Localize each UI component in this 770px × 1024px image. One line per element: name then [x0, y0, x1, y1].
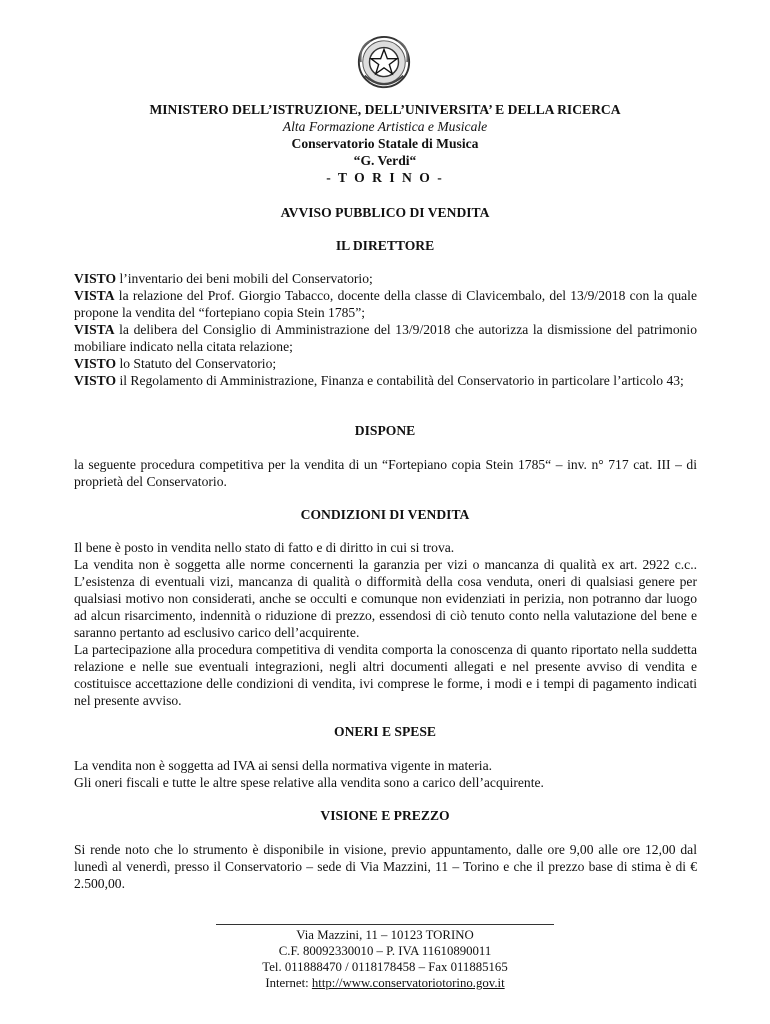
dispone-paragraph	[74, 456, 697, 490]
premise-keyword: VISTO	[74, 373, 117, 388]
oneri-paragraphs	[74, 757, 697, 791]
oneri-text: La vendita non è soggetta ad IVA ai sensi della normativa vigente in materia.	[74, 758, 493, 773]
footer-internet	[0, 975, 770, 991]
section-heading-oneri: ONERI E SPESE	[334, 724, 436, 739]
section-heading-director: IL DIRETTORE	[335, 238, 435, 253]
premise-text: l’inventario dei beni mobili del Conservatorio;	[116, 271, 373, 286]
footer-address: Via Mazzini, 11 – 10123 TORINO	[296, 928, 474, 942]
premise-item	[74, 372, 697, 389]
oneri-text: Gli oneri fiscali e tutte le altre spese relative alla vendita sono a carico dell’acquirente.	[74, 775, 544, 790]
condizioni-paragraphs	[74, 539, 697, 709]
section-heading-condizioni: CONDIZIONI DI VENDITA	[300, 507, 470, 522]
institution-name: Conservatorio Statale di Musica	[291, 136, 479, 151]
footer-divider	[216, 924, 554, 925]
premise-keyword: VISTO	[74, 271, 117, 286]
section-heading-dispone: DISPONE	[354, 423, 416, 438]
visione-text: Si rende noto che lo strumento è disponibile in visione, previo appuntamento, dalle ore 9,00 alle ore 12,00 dal lunedì al venerdì, presso il Conservatorio – sede di Via Mazzini, 11 – Torino e che il prezzo base di stima è di € 2.500,00.	[74, 842, 697, 891]
premise-text: la relazione del Prof. Giorgio Tabacco, docente della classe di Clavicembalo, del 13/9/2018 con la quale propone la vendita del “fortepiano copia Stein 1785”;	[74, 288, 697, 320]
premise-keyword: VISTA	[74, 288, 115, 303]
division-subheading: Alta Formazione Artistica e Musicale	[282, 119, 488, 134]
footer-phone: Tel. 011888470 / 0118178458 – Fax 011885165	[262, 960, 508, 974]
dispone-text: la seguente procedura competitiva per la vendita di un “Fortepiano copia Stein 1785“ – inv. n° 717 cat. III – di proprietà del Conservatorio.	[74, 457, 697, 489]
ministry-heading: MINISTERO DELL’ISTRUZIONE, DELL’UNIVERSITA’ E DELLA RICERCA	[149, 102, 621, 117]
section-heading-visione: VISIONE E PREZZO	[320, 808, 450, 823]
visione-paragraph	[74, 841, 697, 892]
premise-item	[74, 355, 697, 372]
premise-text: lo Statuto del Conservatorio;	[116, 356, 277, 371]
website-link[interactable]: http://www.conservatoriotorino.gov.it	[311, 976, 505, 990]
republic-emblem-icon	[355, 35, 413, 93]
premises-list	[74, 270, 697, 389]
premise-item	[74, 270, 697, 287]
premise-keyword: VISTA	[74, 322, 115, 337]
condizioni-text: La vendita non è soggetta alle norme concernenti la garanzia per vizi o mancanza di qualità ex art. 2922 c.c.. L’esistenza di eventuali vizi, mancanza di qualità o difformità della cosa venduta, oneri di qualsiasi genere per qualsiasi motivo non considerati, anche se occulti e comunque non evidenziati in perizia, non potranno dar luogo ad alcun risarcimento, indennità o riduzione di prezzo, essendosi di ciò tenuto conto nella valutazione del bene e saranno pertanto ad esclusivo carico dell’acquirente.	[74, 557, 697, 640]
premise-item	[74, 321, 697, 355]
premise-item	[74, 287, 697, 321]
footer-internet-label: Internet:	[265, 976, 312, 990]
footer-tax-ids: C.F. 80092330010 – P. IVA 11610890011	[278, 944, 492, 958]
premise-text: la delibera del Consiglio di Amministrazione del 13/9/2018 che autorizza la dismissione del patrimonio mobiliare indicato nella citata relazione;	[74, 322, 697, 354]
condizioni-text: Il bene è posto in vendita nello stato di fatto e di diritto in cui si trova.	[74, 540, 455, 555]
city-name: - T O R I N O -	[326, 170, 444, 185]
condizioni-text: La partecipazione alla procedura competitiva di vendita comporta la conoscenza di quanto riportato nella suddetta relazione e nelle sue eventuali integrazioni, negli altri documenti allegati e nel presente avviso di vendita e costituisce accettazione delle condizioni di vendita, ivi comprese le forme, i modi e i tempi di pagamento indicati nel presente avviso.	[74, 642, 697, 708]
conservatory-name: “G. Verdi“	[353, 153, 417, 168]
document-title: AVVISO PUBBLICO DI VENDITA	[280, 205, 490, 220]
premise-keyword: VISTO	[74, 356, 117, 371]
premise-text: il Regolamento di Amministrazione, Finanza e contabilità del Conservatorio in particolare l’articolo 43;	[116, 373, 684, 388]
